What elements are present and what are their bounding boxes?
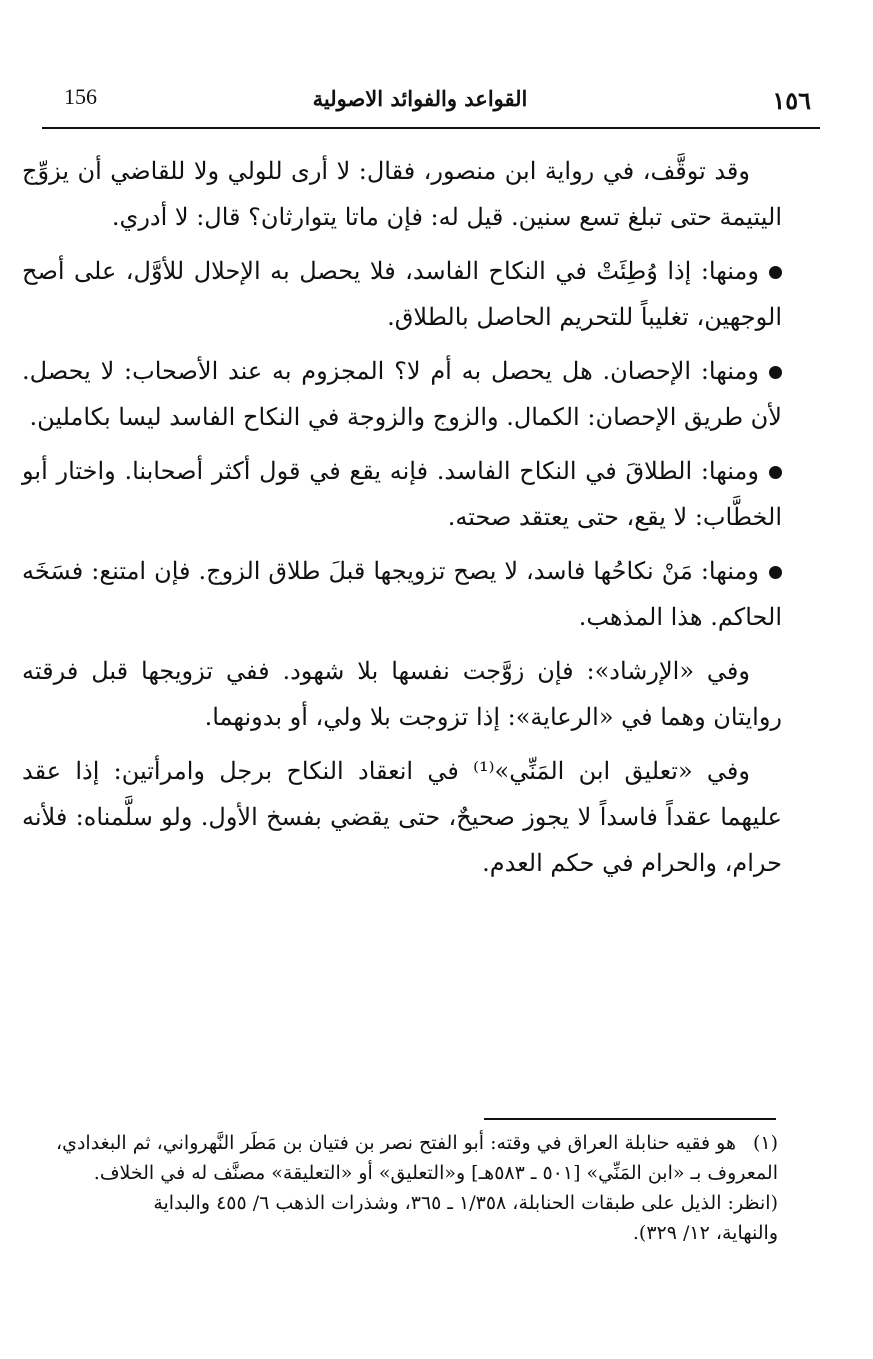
footnote-line xyxy=(22,1158,778,1188)
paragraph xyxy=(22,548,782,640)
paragraph-text: وفي «تعليق ابن المَنِّي»⁽¹⁾ في انعقاد النكاح برجل وامرأتين: إذا عقد عليهما عقداً فاسداً لا يجوز صحيحٌ، حتى يقضي بفسخ الأول. ولو سلَّمناه: فلأنه حرام، والحرام في حكم العدم. xyxy=(22,757,782,877)
paragraph xyxy=(22,748,782,886)
footnote-text: (انظر: الذيل على طبقات الحنابلة، ١/٣٥٨ ـ ٣٦٥، وشذرات الذهب ٦/ ٤٥٥ والبداية xyxy=(153,1192,778,1214)
paragraph xyxy=(22,648,782,740)
header-divider xyxy=(42,127,820,129)
footnote-number: (١) xyxy=(752,1132,778,1154)
footnote-text: المعروف بـ «ابن المَنِّي» [٥٠١ ـ ٥٨٣هـ] و«التعليق» أو «التعليقة» مصنَّف له في الخلاف. xyxy=(93,1162,778,1184)
paragraph xyxy=(22,148,782,240)
running-title: القواعد والفوائد الاصولية xyxy=(312,86,528,111)
footnote-line xyxy=(22,1188,778,1218)
bullet-dot-icon xyxy=(769,266,782,279)
footnote-line xyxy=(22,1128,778,1158)
paragraph-text: ومنها: مَنْ نكاحُها فاسد، لا يصح تزويجها قبلَ طلاق الزوج. فإن امتنع: فسَخَه الحاكم. هذا المذهب. xyxy=(22,557,782,631)
bullet-dot-icon xyxy=(769,466,782,479)
paragraph-text: وفي «الإرشاد»: فإن زوَّجت نفسها بلا شهود. ففي تزويجها قبل فرقته روايتان وهما في «الرعاية»: إذا تزوجت بلا ولي، أو بدونهما. xyxy=(22,657,782,731)
paragraph-text: ومنها: الإحصان. هل يحصل به أم لا؟ المجزوم به عند الأصحاب: لا يحصل. لأن طريق الإحصان: الكمال. والزوج والزوجة في النكاح الفاسد ليسا بكاملين. xyxy=(22,357,782,431)
footnote xyxy=(22,1128,778,1248)
footnote-text: والنهاية، ١٢/ ٣٢٩). xyxy=(632,1222,778,1244)
main-text xyxy=(22,148,782,894)
footnote-line xyxy=(22,1218,778,1248)
paragraph-text: وقد توقَّف، في رواية ابن منصور، فقال: لا أرى للولي ولا للقاضي أن يزوِّج اليتيمة حتى تبلغ تسع سنين. قيل له: فإن ماتا يتوارثان؟ قال: لا أدري. xyxy=(22,157,782,231)
paragraph xyxy=(22,348,782,440)
page-number-arabic: ١٥٦ xyxy=(772,86,811,115)
paragraph xyxy=(22,248,782,340)
paragraph-text: ومنها: إذا وُطِئَتْ في النكاح الفاسد، فلا يحصل به الإحلال للأوَّل، على أصح الوجهين، تغليباً للتحريم الحاصل بالطلاق. xyxy=(22,257,782,331)
bullet-dot-icon xyxy=(769,566,782,579)
footnote-text: هو فقيه حنابلة العراق في وقته: أبو الفتح نصر بن فتيان بن مَطَر النَّهرواني، ثم البغدادي، xyxy=(55,1132,736,1154)
bullet-dot-icon xyxy=(769,366,782,379)
paragraph-text: ومنها: الطلاقَ في النكاح الفاسد. فإنه يقع في قول أكثر أصحابنا. واختار أبو الخطَّاب: لا يقع، حتى يعتقد صحته. xyxy=(22,457,782,531)
page-number-latin: 156 xyxy=(64,84,97,109)
footnote-divider xyxy=(484,1118,776,1120)
paragraph xyxy=(22,448,782,540)
